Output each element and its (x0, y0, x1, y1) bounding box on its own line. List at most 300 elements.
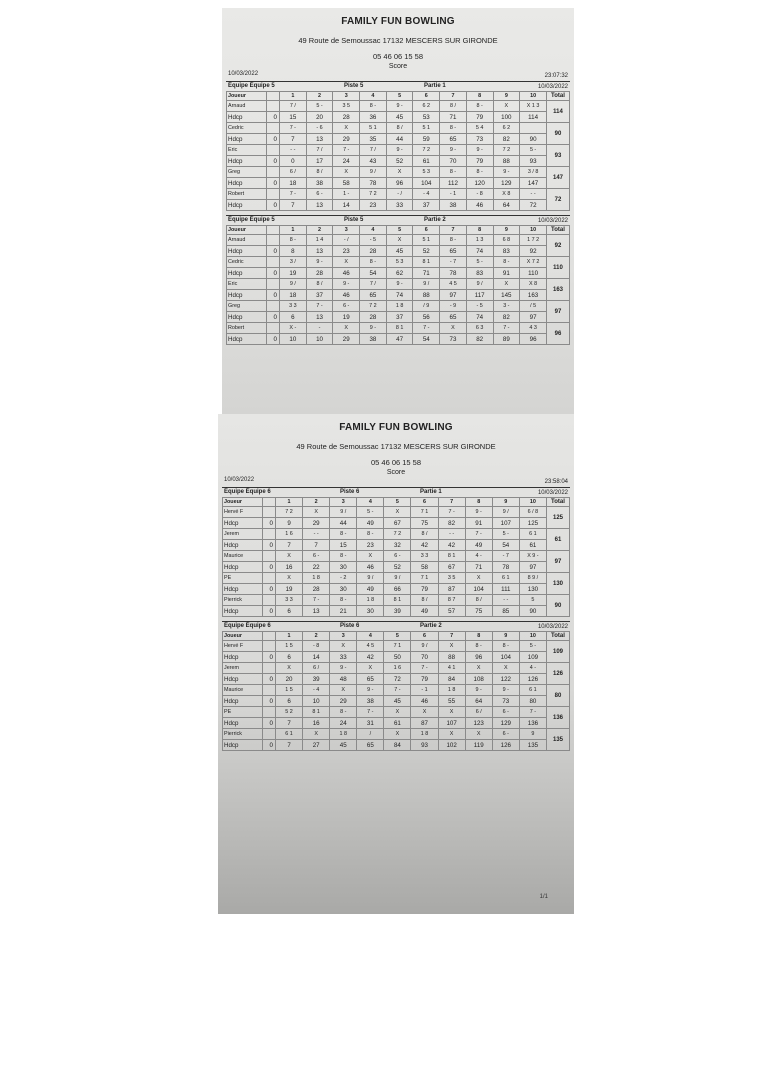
frame-cumulative: 28 (303, 584, 330, 595)
player-total: 130 (547, 573, 570, 595)
frame-rolls: - 4 (413, 189, 440, 200)
frame-cumulative: 7 (276, 740, 303, 751)
frame-rolls: 1 3 (466, 235, 493, 246)
frame-rolls: - - (520, 189, 547, 200)
frame-rolls: X (438, 729, 465, 740)
hdcp-label: Hdcp (223, 740, 263, 751)
column-header: 8 (465, 498, 492, 507)
frame-cumulative: 42 (438, 540, 465, 551)
player-frames-row (227, 235, 570, 246)
frame-rolls: 7 / (360, 279, 387, 290)
frame-cumulative: 71 (413, 268, 440, 279)
player-cumulative-row (227, 290, 570, 301)
frame-rolls: 1 8 (330, 729, 357, 740)
player-total: 110 (547, 257, 570, 279)
frame-rolls: 9 - (330, 663, 357, 674)
game-number: Partie 2 (420, 623, 442, 629)
frame-cumulative: 91 (493, 268, 520, 279)
frame-rolls: X (386, 167, 413, 178)
column-header: 10 (520, 226, 547, 235)
frame-rolls: 4 - (519, 663, 546, 674)
game-date: 10/03/2022 (537, 84, 568, 90)
frame-cumulative: 78 (440, 268, 467, 279)
frame-cumulative: 0 (280, 156, 307, 167)
hdcp-value: 0 (263, 606, 276, 617)
frame-rolls: X (411, 707, 438, 718)
frame-cumulative: 47 (386, 334, 413, 345)
column-header: 8 (466, 226, 493, 235)
frame-rolls: 9 / (413, 279, 440, 290)
column-header: 5 (386, 226, 413, 235)
frame-rolls: 8 - (280, 235, 307, 246)
frame-cumulative: 38 (306, 178, 333, 189)
frame-cumulative: 58 (411, 562, 438, 573)
frame-cumulative: 82 (493, 312, 520, 323)
frame-rolls: - 9 (440, 301, 467, 312)
frame-rolls: / (357, 729, 384, 740)
player-cumulative-row (223, 674, 570, 685)
frame-rolls: 9 / (411, 641, 438, 652)
frame-rolls: 7 2 (360, 189, 387, 200)
frame-rolls: 9 - (493, 167, 520, 178)
frame-rolls: 7 - (357, 707, 384, 718)
frame-rolls: 9 - (386, 101, 413, 112)
player-total: 126 (547, 663, 570, 685)
hdcp-label: Hdcp (227, 178, 267, 189)
frame-cumulative: 13 (306, 312, 333, 323)
frame-cumulative: 84 (438, 674, 465, 685)
frame-cumulative: 84 (384, 740, 411, 751)
frame-cumulative: 13 (306, 246, 333, 257)
frame-rolls: 1 8 (357, 595, 384, 606)
player-name: Greg (227, 167, 267, 178)
frame-rolls: 1 8 (386, 301, 413, 312)
frame-rolls: 5 (519, 595, 546, 606)
frame-cumulative: 61 (413, 156, 440, 167)
frame-rolls: X (303, 729, 330, 740)
player-frames-row (227, 123, 570, 134)
frame-rolls: 5 1 (413, 235, 440, 246)
frame-rolls: 7 - (519, 707, 546, 718)
frame-cumulative: 29 (333, 134, 360, 145)
frame-rolls: - (306, 323, 333, 334)
frame-cumulative: 37 (413, 200, 440, 211)
frame-rolls: X (333, 323, 360, 334)
frame-cumulative: 30 (330, 562, 357, 573)
frame-cumulative: 65 (360, 290, 387, 301)
frame-rolls: 3 5 (333, 101, 360, 112)
game-block (222, 621, 570, 751)
frame-rolls: 5 2 (276, 707, 303, 718)
player-cumulative-row (227, 178, 570, 189)
score-sheet-2 (218, 414, 574, 914)
column-header: 5 (386, 92, 413, 101)
frame-cumulative: 112 (440, 178, 467, 189)
hdcp-spacer (267, 145, 280, 156)
print-time: 23:07:32 (544, 73, 568, 79)
frame-rolls: 8 7 (438, 595, 465, 606)
hdcp-spacer (263, 507, 276, 518)
frame-rolls: 1 6 (276, 529, 303, 540)
frame-rolls: 6 / (465, 707, 492, 718)
frame-rolls: 6 1 (519, 529, 546, 540)
score-sheet-1 (222, 8, 574, 416)
frame-rolls: - 1 (411, 685, 438, 696)
hdcp-value: 0 (263, 718, 276, 729)
frame-cumulative: 87 (438, 584, 465, 595)
hdcp-spacer (263, 595, 276, 606)
frame-rolls: 7 - (384, 685, 411, 696)
frame-cumulative: 92 (520, 246, 547, 257)
hdcp-label: Hdcp (223, 584, 263, 595)
frame-rolls: 5 3 (413, 167, 440, 178)
hdcp-spacer (267, 123, 280, 134)
frame-cumulative: 10 (303, 696, 330, 707)
frame-rolls: 1 8 (303, 573, 330, 584)
frame-rolls: X (386, 235, 413, 246)
frame-cumulative: 36 (360, 112, 387, 123)
frame-cumulative: 87 (411, 718, 438, 729)
frame-cumulative: 52 (386, 156, 413, 167)
frame-cumulative: 72 (520, 200, 547, 211)
venue-address: 49 Route de Semoussac 17132 MESCERS SUR GIRONDE (298, 36, 498, 45)
frame-rolls: 5 1 (413, 123, 440, 134)
frame-cumulative: 10 (306, 334, 333, 345)
frame-cumulative: 56 (413, 312, 440, 323)
frame-cumulative: 136 (519, 718, 546, 729)
frame-rolls: - 7 (440, 257, 467, 268)
frame-rolls: 4 - (465, 551, 492, 562)
frame-rolls: 6 2 (413, 101, 440, 112)
column-header: 3 (330, 632, 357, 641)
player-name: Pierrick (223, 595, 263, 606)
frame-rolls: - - (303, 529, 330, 540)
hdcp-label: Hdcp (227, 112, 267, 123)
player-name: Jerem (223, 663, 263, 674)
player-total: 114 (547, 101, 570, 123)
page-number: 1/1 (539, 894, 548, 900)
frame-cumulative: 6 (276, 696, 303, 707)
frame-cumulative: 129 (492, 718, 519, 729)
hdcp-spacer (263, 729, 276, 740)
column-header: 8 (465, 632, 492, 641)
game-block (222, 487, 570, 617)
frame-cumulative: 33 (330, 652, 357, 663)
game-number: Partie 1 (420, 489, 442, 495)
frame-cumulative: 6 (276, 606, 303, 617)
column-header: Joueur (223, 498, 263, 507)
column-header: 4 (360, 226, 387, 235)
hdcp-label: Hdcp (227, 246, 267, 257)
game-block (226, 215, 570, 345)
frame-rolls: 9 - (357, 685, 384, 696)
frame-cumulative: 17 (306, 156, 333, 167)
game-header (226, 216, 570, 225)
frame-cumulative: 54 (492, 540, 519, 551)
frame-cumulative: 123 (465, 718, 492, 729)
hdcp-spacer (263, 707, 276, 718)
hdcp-value: 0 (267, 200, 280, 211)
player-name: PE (223, 707, 263, 718)
frame-rolls: 7 1 (411, 573, 438, 584)
frame-cumulative: 10 (280, 334, 307, 345)
frame-cumulative: 97 (440, 290, 467, 301)
frame-cumulative: 110 (520, 268, 547, 279)
frame-rolls: X 7 2 (520, 257, 547, 268)
frame-cumulative: 91 (465, 518, 492, 529)
column-header: 6 (411, 632, 438, 641)
frame-rolls: 1 6 (384, 663, 411, 674)
frame-rolls: / 5 (520, 301, 547, 312)
frame-rolls: 9 - (465, 507, 492, 518)
frame-cumulative: 7 (280, 200, 307, 211)
frame-cumulative: 18 (280, 178, 307, 189)
frame-cumulative: 59 (413, 134, 440, 145)
hdcp-spacer (263, 685, 276, 696)
frame-rolls: 9 (519, 729, 546, 740)
frame-cumulative: 125 (519, 518, 546, 529)
frame-rolls: 5 - (357, 507, 384, 518)
frame-rolls: X (384, 507, 411, 518)
table-header-row (223, 632, 570, 641)
frame-cumulative: 38 (357, 696, 384, 707)
frame-rolls: 7 1 (384, 641, 411, 652)
frame-rolls: 5 - (466, 257, 493, 268)
score-table (226, 225, 570, 345)
column-header: 9 (492, 632, 519, 641)
player-cumulative-row (227, 156, 570, 167)
frame-cumulative: 104 (413, 178, 440, 189)
column-header: 1 (276, 632, 303, 641)
frame-cumulative: 42 (357, 652, 384, 663)
frame-cumulative: 14 (303, 652, 330, 663)
frame-rolls: X (465, 663, 492, 674)
frame-cumulative: 38 (360, 334, 387, 345)
frame-cumulative: 24 (330, 718, 357, 729)
frame-cumulative: 126 (492, 740, 519, 751)
table-header-row (227, 226, 570, 235)
column-header: 7 (438, 632, 465, 641)
frame-rolls: 1 7 2 (520, 235, 547, 246)
hdcp-value: 0 (267, 178, 280, 189)
frame-cumulative: 104 (465, 584, 492, 595)
player-frames-row (227, 189, 570, 200)
frame-rolls: 9 - (360, 323, 387, 334)
hdcp-value: 0 (263, 652, 276, 663)
frame-rolls: - - (438, 529, 465, 540)
print-meta (218, 471, 574, 483)
frame-cumulative: 14 (333, 200, 360, 211)
player-total: 125 (547, 507, 570, 529)
frame-rolls: - 8 (303, 641, 330, 652)
frame-rolls: X (303, 507, 330, 518)
hdcp-spacer (267, 279, 280, 290)
player-name: Maurice (223, 551, 263, 562)
frame-cumulative: 102 (438, 740, 465, 751)
frame-rolls: 8 / (411, 595, 438, 606)
hdcp-label: Hdcp (223, 718, 263, 729)
column-header (267, 92, 280, 101)
player-frames-row (223, 529, 570, 540)
frame-cumulative: 38 (440, 200, 467, 211)
frame-cumulative: 120 (466, 178, 493, 189)
frame-cumulative: 16 (303, 718, 330, 729)
frame-rolls: 7 2 (493, 145, 520, 156)
frame-rolls: 7 / (306, 145, 333, 156)
hdcp-label: Hdcp (223, 562, 263, 573)
frame-cumulative: 49 (411, 606, 438, 617)
player-name: PE (223, 573, 263, 584)
frame-cumulative: 46 (333, 290, 360, 301)
column-header: Total (547, 498, 570, 507)
player-cumulative-row (223, 540, 570, 551)
frame-rolls: 8 9 / (519, 573, 546, 584)
frame-cumulative: 74 (466, 312, 493, 323)
frame-cumulative: 83 (466, 268, 493, 279)
frame-cumulative: 74 (386, 290, 413, 301)
player-cumulative-row (223, 652, 570, 663)
hdcp-label: Hdcp (227, 200, 267, 211)
lane-number: Piste 5 (344, 217, 364, 223)
player-cumulative-row (227, 246, 570, 257)
frame-cumulative: 21 (330, 606, 357, 617)
frame-rolls: - - (280, 145, 307, 156)
frame-rolls: X (330, 685, 357, 696)
frame-cumulative: 75 (465, 606, 492, 617)
frame-cumulative: 30 (330, 584, 357, 595)
column-header: 3 (333, 226, 360, 235)
frame-cumulative: 46 (466, 200, 493, 211)
player-total: 97 (547, 551, 570, 573)
frame-cumulative: 111 (492, 584, 519, 595)
game-date: 10/03/2022 (537, 490, 568, 496)
frame-cumulative: 28 (360, 246, 387, 257)
frame-cumulative: 70 (411, 652, 438, 663)
frame-cumulative: 28 (360, 312, 387, 323)
frame-cumulative: 145 (493, 290, 520, 301)
frame-rolls: 6 - (492, 707, 519, 718)
frame-cumulative: 57 (438, 606, 465, 617)
frame-cumulative: 73 (492, 696, 519, 707)
hdcp-spacer (267, 323, 280, 334)
frame-cumulative: 93 (520, 156, 547, 167)
player-cumulative-row (223, 606, 570, 617)
hdcp-value: 0 (267, 246, 280, 257)
frame-rolls: X 8 (493, 189, 520, 200)
frame-cumulative: 130 (519, 584, 546, 595)
player-frames-row (227, 323, 570, 334)
player-cumulative-row (227, 312, 570, 323)
player-name: Jerem (223, 529, 263, 540)
frame-rolls: 6 - (384, 551, 411, 562)
frame-rolls: X (493, 101, 520, 112)
frame-rolls (520, 123, 547, 134)
frame-rolls: 9 / (280, 279, 307, 290)
frame-cumulative: 83 (493, 246, 520, 257)
frame-cumulative: 43 (360, 156, 387, 167)
frame-cumulative: 23 (333, 246, 360, 257)
player-frames-row (227, 301, 570, 312)
frame-rolls: 1 - (333, 189, 360, 200)
frame-rolls: 5 4 (466, 123, 493, 134)
frame-rolls: 9 / (330, 507, 357, 518)
frame-cumulative: 90 (519, 606, 546, 617)
frame-cumulative: 19 (333, 312, 360, 323)
frame-cumulative: 78 (492, 562, 519, 573)
frame-cumulative: 24 (333, 156, 360, 167)
player-total: 147 (547, 167, 570, 189)
frame-rolls: X 1 3 (520, 101, 547, 112)
player-frames-row (223, 663, 570, 674)
frame-rolls: 1 4 (306, 235, 333, 246)
frame-rolls: 8 1 (386, 323, 413, 334)
frame-cumulative: 45 (386, 246, 413, 257)
venue-phone: 05 46 06 15 58 (370, 458, 422, 467)
hdcp-spacer (263, 551, 276, 562)
frame-cumulative: 61 (384, 718, 411, 729)
frame-cumulative: 122 (492, 674, 519, 685)
player-name: Hervé F (223, 507, 263, 518)
frame-cumulative: 90 (520, 134, 547, 145)
frame-cumulative: 7 (276, 718, 303, 729)
frame-cumulative: 52 (413, 246, 440, 257)
hdcp-value: 0 (267, 312, 280, 323)
frame-rolls: 9 - (465, 685, 492, 696)
column-header: 2 (306, 92, 333, 101)
frame-cumulative: 42 (411, 540, 438, 551)
frame-cumulative: 54 (413, 334, 440, 345)
frame-rolls: 8 - (465, 641, 492, 652)
game-date: 10/03/2022 (537, 624, 568, 630)
column-header: 9 (493, 226, 520, 235)
score-label: Score (388, 63, 408, 70)
column-header (267, 226, 280, 235)
frame-rolls: - 4 (303, 685, 330, 696)
frame-rolls: 9 - (492, 685, 519, 696)
frame-rolls: 6 8 (493, 235, 520, 246)
column-header: 2 (303, 498, 330, 507)
player-total: 163 (547, 279, 570, 301)
frame-cumulative: 46 (357, 562, 384, 573)
player-cumulative-row (223, 518, 570, 529)
frame-rolls: - - (492, 595, 519, 606)
frame-rolls: 6 2 (493, 123, 520, 134)
frame-cumulative: 79 (411, 584, 438, 595)
frame-cumulative: 15 (280, 112, 307, 123)
frame-rolls: X (276, 573, 303, 584)
frame-cumulative: 31 (357, 718, 384, 729)
frame-cumulative: 89 (493, 334, 520, 345)
frame-cumulative: 13 (306, 134, 333, 145)
frame-cumulative: 80 (519, 696, 546, 707)
player-frames-row (223, 551, 570, 562)
frame-cumulative: 15 (330, 540, 357, 551)
player-name: Cedric (227, 123, 267, 134)
hdcp-spacer (267, 301, 280, 312)
frame-rolls: 3 - (493, 301, 520, 312)
hdcp-spacer (267, 167, 280, 178)
frame-cumulative: 67 (384, 518, 411, 529)
frame-cumulative: 19 (280, 268, 307, 279)
player-frames-row (227, 167, 570, 178)
frame-rolls: 9 / (360, 167, 387, 178)
frame-cumulative: 20 (276, 674, 303, 685)
table-header-row (227, 92, 570, 101)
frame-rolls: X (333, 257, 360, 268)
player-name: Pierrick (223, 729, 263, 740)
frame-rolls: 6 1 (519, 685, 546, 696)
frame-rolls: - 8 (466, 189, 493, 200)
